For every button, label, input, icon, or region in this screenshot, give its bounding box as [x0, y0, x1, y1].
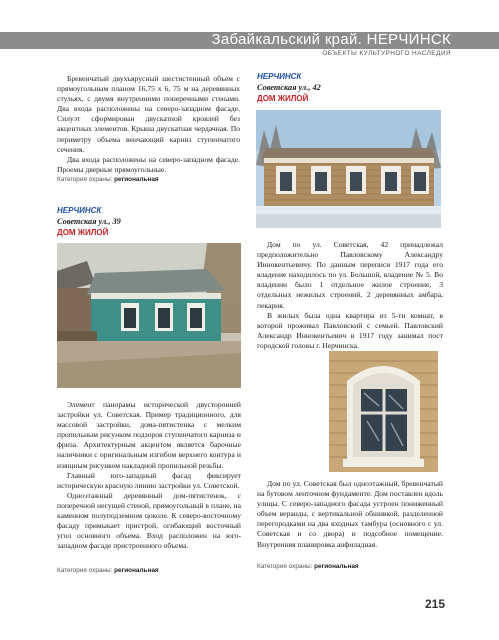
category-value: региональная [114, 567, 159, 574]
object4-category [257, 563, 359, 570]
object2-description [257, 240, 443, 351]
object2-paragraph: В жилых была одна квартира из 5-ти комнат, в которой проживал Павловский с семьей. Павловский Александр Иннокентьевич в 1917 году занимал пост городской головы г. Нерчинска. [257, 310, 443, 350]
object3-city: НЕРЧИНСК [57, 206, 102, 215]
object3-heading [57, 205, 121, 238]
object3-paragraph: Элемент панорамы исторической двусторонней застройки ул. Советская. Пример традиционного, для массовой застройки, дома-пятистенка с мелким пропильным рисунком подзоров ступенчатого карниза и фриза. Архитектурным акцентом является барочные наличники с оригинальным изгибом верхнего контура и изящным рисунком накладной пропильной резьбы. [57, 400, 241, 470]
object2-heading [257, 71, 321, 104]
object1-description [57, 74, 240, 175]
page-title: Забайкальский край. НЕРЧИНСК [211, 31, 451, 48]
category-value: региональная [114, 176, 159, 183]
object3-address: Советская ул., 39 [57, 217, 121, 226]
object3-category [57, 567, 159, 574]
category-label: Категория охраны: [57, 567, 113, 574]
object2-city: НЕРЧИНСК [257, 72, 302, 81]
photo-house-42 [256, 110, 441, 228]
object1-category [57, 176, 159, 183]
object4-paragraph: Дом по ул. Советская был одноэтажный, бревенчатый на бутовом ленточном фундаменте. Дом поставлен вдоль улицы. С северо-западного фасада устроен пониженный объем веранды, с вертикальной обшивкой, разделенной перегородками на два входных тамбура (основного с ул. Советская и со двора) и подсобное помещение. Внутренняя планировка анфиладная. [257, 479, 443, 549]
page-subtitle: ОБЪЕКТЫ КУЛЬТУРНОГО НАСЛЕДИЯ [322, 50, 451, 57]
object2-paragraph: Дом по ул. Советская, 42 принадлежал предположительно Павловскому Александру Иннокентьевичу. По данным переписи 1917 года его владение находилось по ул. Большой, владение № 5. Во владении было 1 отдельное жилое строение, 3 отдельных нежилых строений, 2 деревянных амбара, пекарня. [257, 240, 443, 310]
page-number: 215 [424, 597, 445, 611]
object4-description [257, 479, 443, 550]
object1-paragraph: Бревенчатый двухъярусный шестистенный объем с прямоугольным планом 16,75 x 6, 75 м на деревянных стульях, с двумя внутренними поперечными стенами. Два входа расположены на северо-западном фасаде. Силуэт сформирован двускатной кровлей без акцентных элементов. Крыша двускатная чердачная. По периметру объема венчающий карниз ступенчатого сечения. [57, 74, 240, 154]
category-label: Категория охраны: [57, 176, 113, 183]
object3-kind: ДОМ ЖИЛОЙ [57, 228, 109, 237]
photo-house-39 [57, 243, 241, 388]
object1-paragraph: Два входа расположены на северо-западном фасаде. Проемы дверные прямоугольные. [57, 154, 240, 174]
category-label: Категория охраны: [257, 563, 313, 570]
object3-description [57, 400, 241, 551]
object2-kind: ДОМ ЖИЛОЙ [257, 94, 309, 103]
object3-paragraph: Главный юго-западный фасад фиксирует историческую красную линию застройки ул. Советской. [57, 470, 241, 490]
object2-address: Советская ул., 42 [257, 83, 321, 92]
photo-window-detail [329, 351, 438, 472]
object3-paragraph: Одноэтажный деревянный дом-пятистенок, с поперечной несущей стеной, прямоугольный в плане, на каменном полуподземном цоколе. К северо-восточному фасаду примыкает пристрой, огибающий восточный угол основного объема. Вход расположен на юго-западном фасаде пристроенного объема. [57, 490, 241, 551]
category-value: региональная [314, 563, 359, 570]
